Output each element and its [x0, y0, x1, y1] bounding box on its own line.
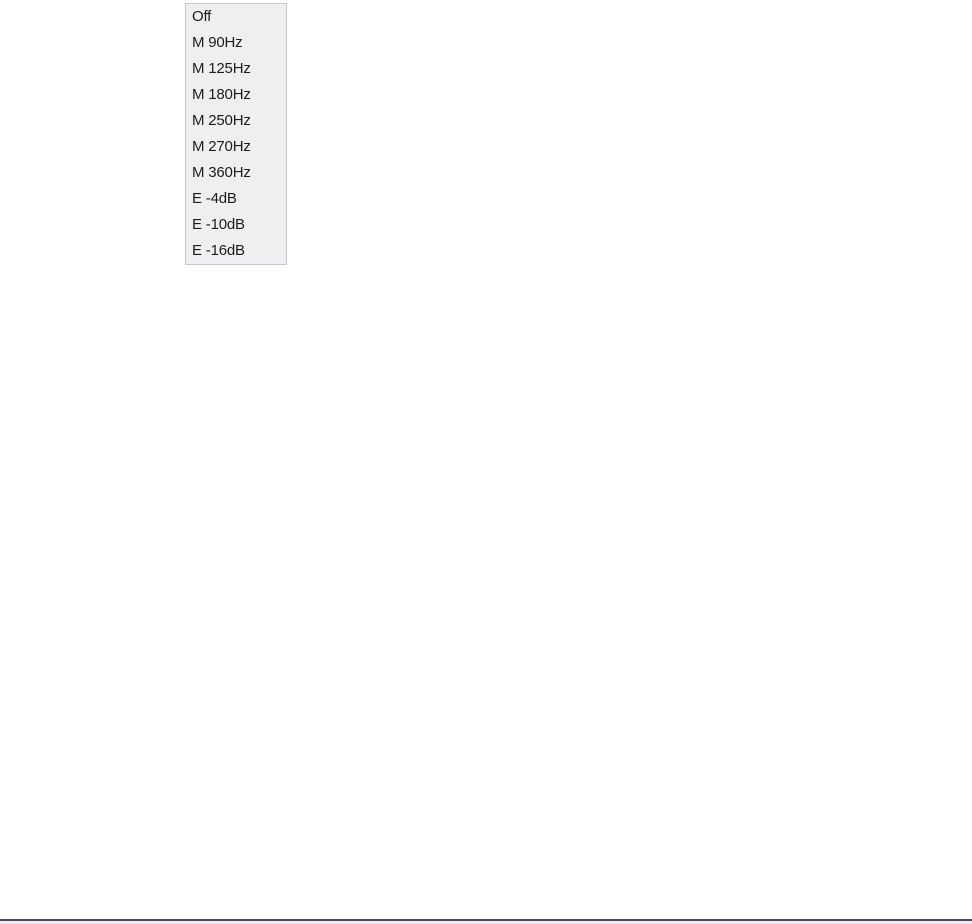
menu-item-e-16db[interactable]: E -16dB [192, 242, 245, 259]
menu-item-m-250hz[interactable]: M 250Hz [192, 112, 251, 129]
menu-item-m-180hz[interactable]: M 180Hz [192, 86, 251, 103]
menu-item-m-90hz[interactable]: M 90Hz [192, 34, 243, 51]
menu-item-e-10db[interactable]: E -10dB [192, 216, 245, 233]
menu-item-e-4db[interactable]: E -4dB [192, 190, 237, 207]
menu-item-off[interactable]: Off [192, 8, 212, 25]
menu-item-m-270hz[interactable]: M 270Hz [192, 138, 251, 155]
filter-dropdown-menu [185, 3, 287, 265]
menu-item-m-125hz[interactable]: M 125Hz [192, 60, 251, 77]
menu-item-m-360hz[interactable]: M 360Hz [192, 164, 251, 181]
